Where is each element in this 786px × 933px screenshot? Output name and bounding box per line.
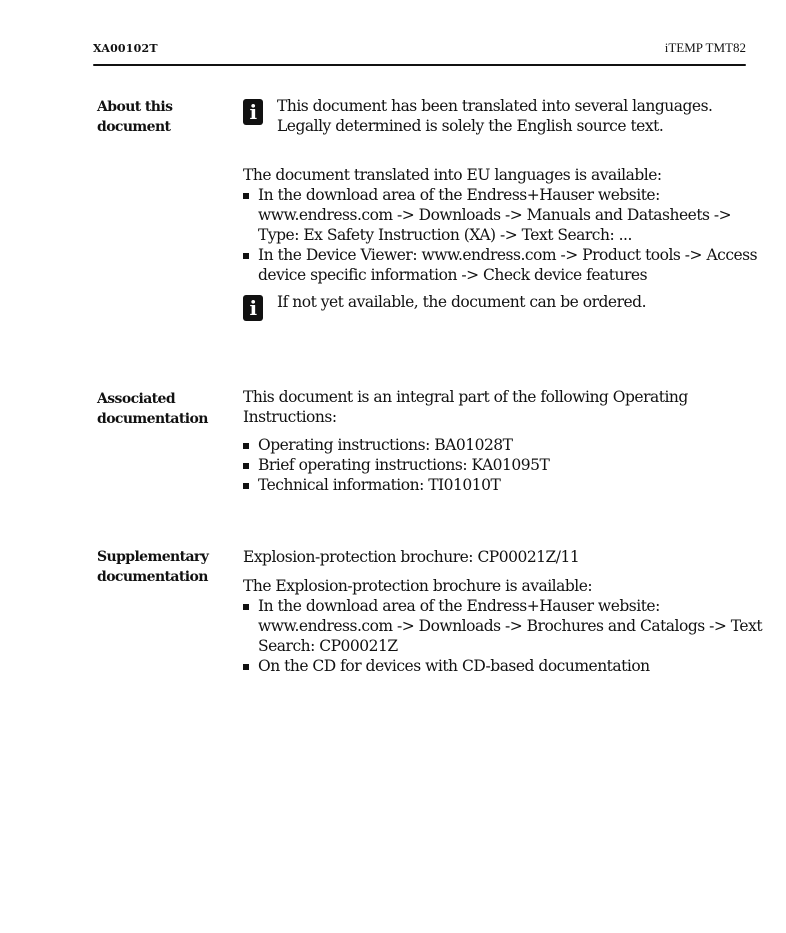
document-code: XA00102T	[93, 42, 158, 55]
note-text: If not yet available, the document can be ordered.	[277, 293, 647, 311]
availability-intro: The document translated into EU languages is available:	[243, 166, 662, 184]
section-content-associated	[243, 387, 763, 495]
list-item: In the download area of the Endress+Hauser website: www.endress.com -> Downloads -> Brochures and Catalogs -> Text Search: CP00021Z	[243, 596, 763, 656]
list-item: In the download area of the Endress+Hauser website: www.endress.com -> Downloads -> Manuals and Datasheets -> Type: Ex Safety Instruction (XA) -> Text Search: ...	[243, 185, 763, 245]
list-item: Operating instructions: BA01028T	[243, 435, 763, 455]
info-note	[243, 96, 763, 136]
list-item: On the CD for devices with CD-based documentation	[243, 656, 763, 676]
associated-list	[243, 435, 763, 495]
associated-intro: This document is an integral part of the following Operating Instructions:	[243, 388, 688, 426]
brochure-list	[243, 596, 763, 676]
page-header	[93, 40, 746, 66]
section-label-associated: Associated documentation	[97, 391, 208, 427]
section-content-supplementary	[243, 547, 763, 676]
info-icon: i	[243, 99, 263, 125]
note-text: This document has been translated into several languages. Legally determined is solely the English source text.	[277, 97, 713, 135]
section-label-about: About this document	[97, 99, 173, 135]
header-rule	[93, 64, 746, 66]
list-item: In the Device Viewer: www.endress.com -> Product tools -> Access device specific information -> Check device features	[243, 245, 763, 285]
info-icon: i	[243, 295, 263, 321]
brochure-intro: The Explosion-protection brochure is available:	[243, 577, 593, 595]
product-name: iTEMP TMT82	[664, 40, 746, 55]
info-note	[243, 292, 763, 322]
list-item: Brief operating instructions: KA01095T	[243, 455, 763, 475]
list-item: Technical information: TI01010T	[243, 475, 763, 495]
brochure-reference: Explosion-protection brochure: CP00021Z/11	[243, 548, 580, 566]
availability-list	[243, 185, 763, 285]
section-label-supplementary: Supplementary documentation	[97, 549, 209, 585]
section-content-about	[243, 96, 763, 322]
